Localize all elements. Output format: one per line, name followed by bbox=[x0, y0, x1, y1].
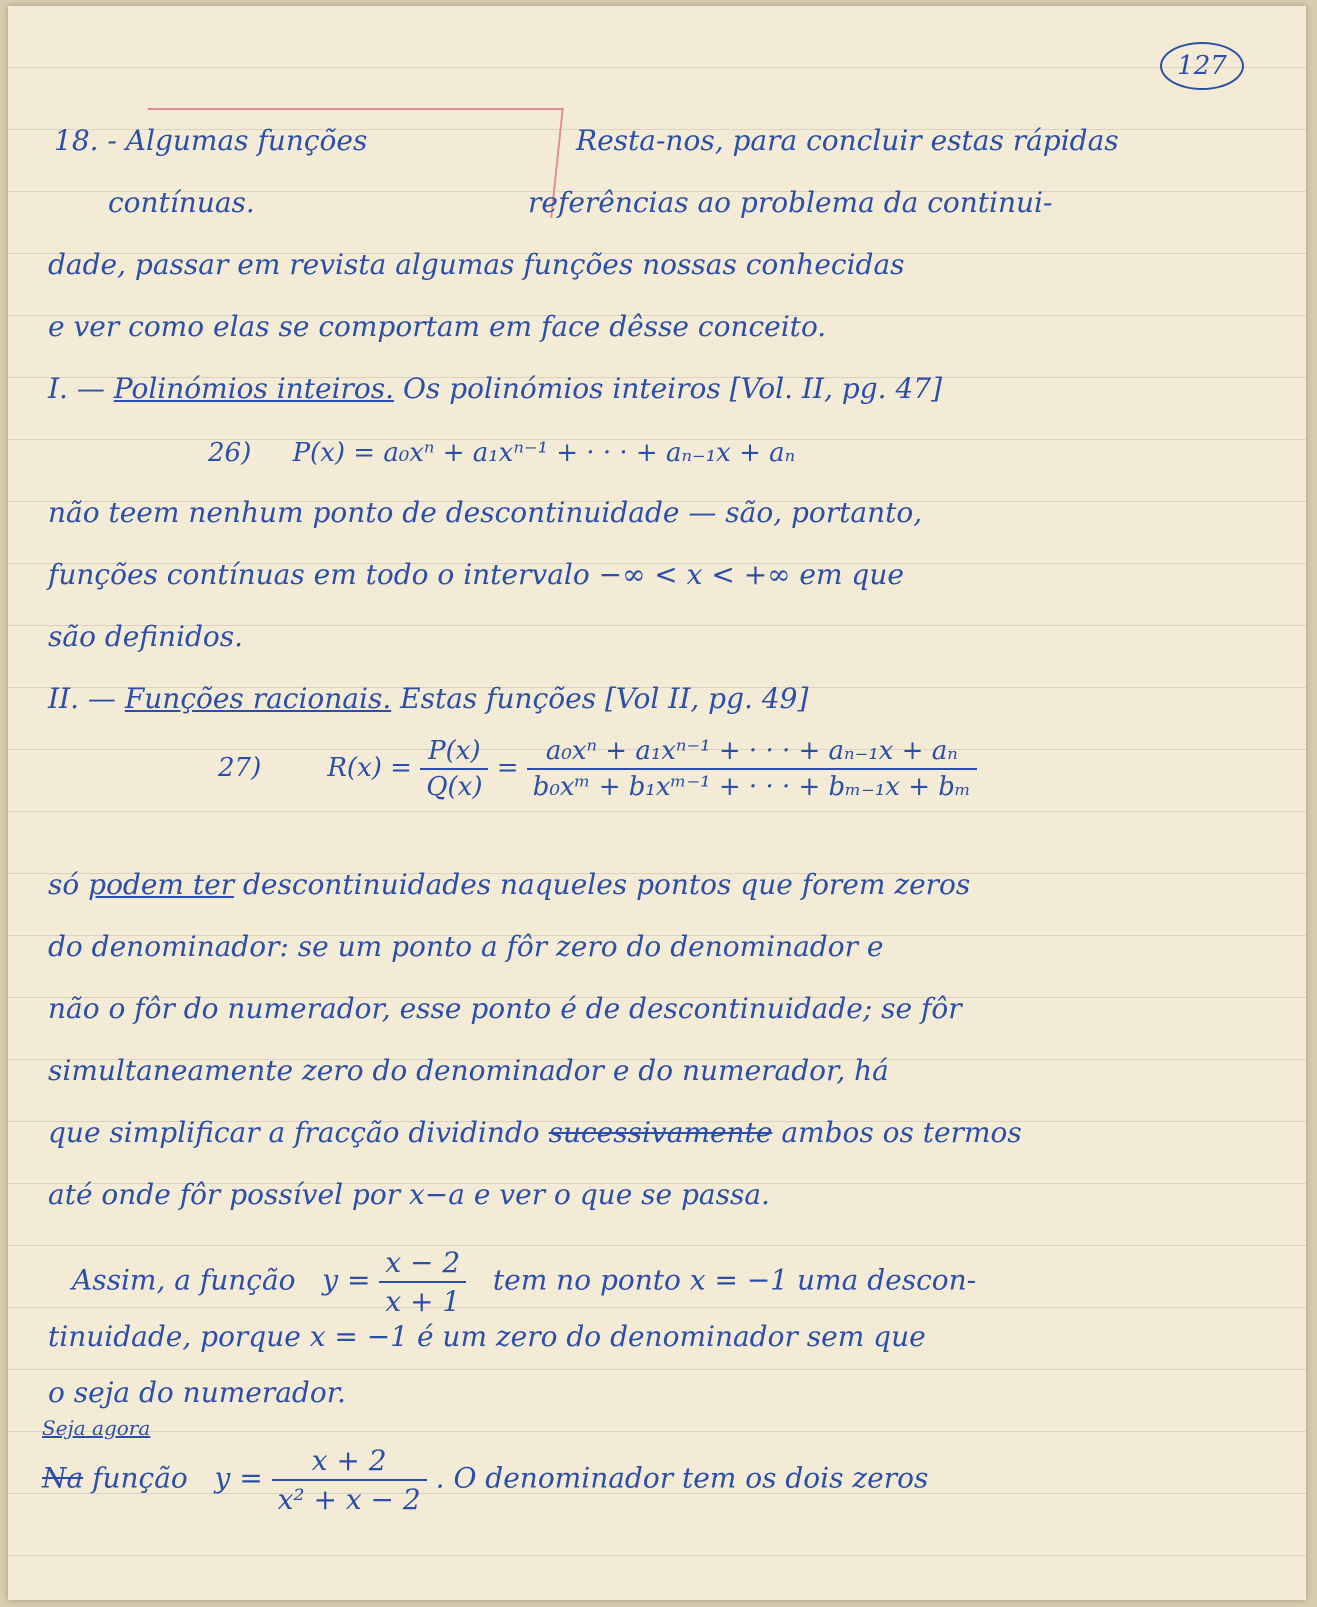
text-line-8: funções contínuas em todo o intervalo −∞ < x < +∞ em que bbox=[48, 558, 904, 591]
section-heading-line1 bbox=[54, 124, 367, 157]
text-line-21-struck-word: Na bbox=[42, 1461, 84, 1495]
section-number: 18. - bbox=[54, 124, 117, 157]
item-title-racionais: Funções racionais. bbox=[124, 682, 392, 715]
formula-y2-numerator: x + 2 bbox=[272, 1444, 427, 1481]
text-line-12-a: só bbox=[48, 868, 80, 901]
text-line-2: referências ao problema da continui- bbox=[528, 186, 1053, 219]
text-line-15: simultaneamente zero do denominador e do numerador, há bbox=[48, 1054, 889, 1087]
text-line-7: não teem nenhum ponto de descontinuidade — são, portanto, bbox=[48, 496, 923, 529]
section-title-part1: Algumas funções bbox=[125, 124, 368, 157]
text-line-18-a: Assim, a função bbox=[72, 1263, 296, 1297]
section-title-part2: contínuas. bbox=[108, 186, 255, 219]
text-line-21 bbox=[42, 1444, 928, 1516]
item-text-polinomios: Os polinómios inteiros [Vol. II, pg. 47] bbox=[402, 372, 942, 405]
text-line-9: são definidos. bbox=[48, 620, 244, 653]
text-line-16-a: que simplificar a fracção dividindo bbox=[48, 1116, 540, 1149]
formula-27-label: 27) bbox=[218, 753, 262, 783]
section-heading-line2 bbox=[108, 186, 255, 219]
text-line-1: Resta-nos, para concluir estas rápidas bbox=[576, 124, 1119, 157]
formula-26-body: P(x) = a₀xⁿ + a₁xⁿ⁻¹ + · · · + aₙ₋₁x + aₙ bbox=[292, 438, 796, 468]
text-line-20: o seja do numerador. bbox=[48, 1376, 346, 1409]
text-line-16 bbox=[48, 1116, 1022, 1149]
formula-26-label: 26) bbox=[208, 438, 252, 468]
formula-26 bbox=[208, 438, 795, 468]
item-text-racionais: Estas funções [Vol II, pg. 49] bbox=[400, 682, 809, 715]
formula-y1-denominator: x + 1 bbox=[385, 1285, 461, 1318]
formula-27-equals: = bbox=[496, 753, 519, 783]
text-line-12-underlined: podem ter bbox=[88, 868, 235, 901]
text-line-19: tinuidade, porque x = −1 é um zero do denominador sem que bbox=[48, 1320, 926, 1353]
page-number: 127 bbox=[1160, 42, 1244, 90]
text-line-5 bbox=[48, 372, 942, 405]
text-line-21-b: . O denominador tem os dois zeros bbox=[435, 1461, 929, 1495]
text-line-18-b: tem no ponto x = −1 uma descon- bbox=[492, 1263, 977, 1297]
item-title-polinomios: Polinómios inteiros. bbox=[113, 372, 395, 405]
formula-y2-lhs: y = bbox=[214, 1461, 263, 1495]
formula-27-denominator-1: Q(x) bbox=[426, 772, 483, 802]
formula-y2-fraction bbox=[272, 1444, 427, 1516]
text-line-13: do denominador: se um ponto a fôr zero do denominador e bbox=[48, 930, 884, 963]
formula-27-lhs: R(x) = bbox=[327, 753, 412, 783]
formula-y2-denominator: x² + x − 2 bbox=[277, 1483, 421, 1516]
item-label-ii: II. — bbox=[48, 682, 116, 715]
item-label-i: I. — bbox=[48, 372, 105, 405]
manuscript-page bbox=[8, 6, 1306, 1600]
inserted-text-seja-agora: Seja agora bbox=[42, 1416, 151, 1440]
formula-27 bbox=[218, 736, 977, 802]
formula-y1-fraction bbox=[379, 1246, 466, 1318]
formula-27-denominator-2: b₀xᵐ + b₁xᵐ⁻¹ + · · · + bₘ₋₁x + bₘ bbox=[532, 772, 971, 802]
text-line-14: não o fôr do numerador, esse ponto é de descontinuidade; se fôr bbox=[48, 992, 962, 1025]
formula-27-numerator-1: P(x) bbox=[420, 736, 488, 770]
text-line-4: e ver como elas se comportam em face dêsse conceito. bbox=[48, 310, 827, 343]
formula-27-numerator-2: a₀xⁿ + a₁xⁿ⁻¹ + · · · + aₙ₋₁x + aₙ bbox=[527, 736, 977, 770]
formula-27-fraction-2 bbox=[527, 736, 977, 802]
text-line-17: até onde fôr possível por x−a e ver o que se passa. bbox=[48, 1178, 770, 1211]
text-line-21-a: função bbox=[92, 1461, 188, 1495]
formula-y1-numerator: x − 2 bbox=[379, 1246, 466, 1283]
text-line-10 bbox=[48, 682, 808, 715]
formula-27-fraction-1 bbox=[420, 736, 488, 802]
text-line-16-struck-word: sucessivamente bbox=[548, 1116, 773, 1149]
text-line-3: dade, passar em revista algumas funções nossas conhecidas bbox=[48, 248, 905, 281]
text-line-12 bbox=[48, 868, 970, 901]
formula-y1-lhs: y = bbox=[322, 1263, 371, 1297]
text-line-12-c: descontinuidades naqueles pontos que forem zeros bbox=[242, 868, 971, 901]
text-line-16-b: ambos os termos bbox=[781, 1116, 1022, 1149]
text-line-18 bbox=[72, 1246, 976, 1318]
